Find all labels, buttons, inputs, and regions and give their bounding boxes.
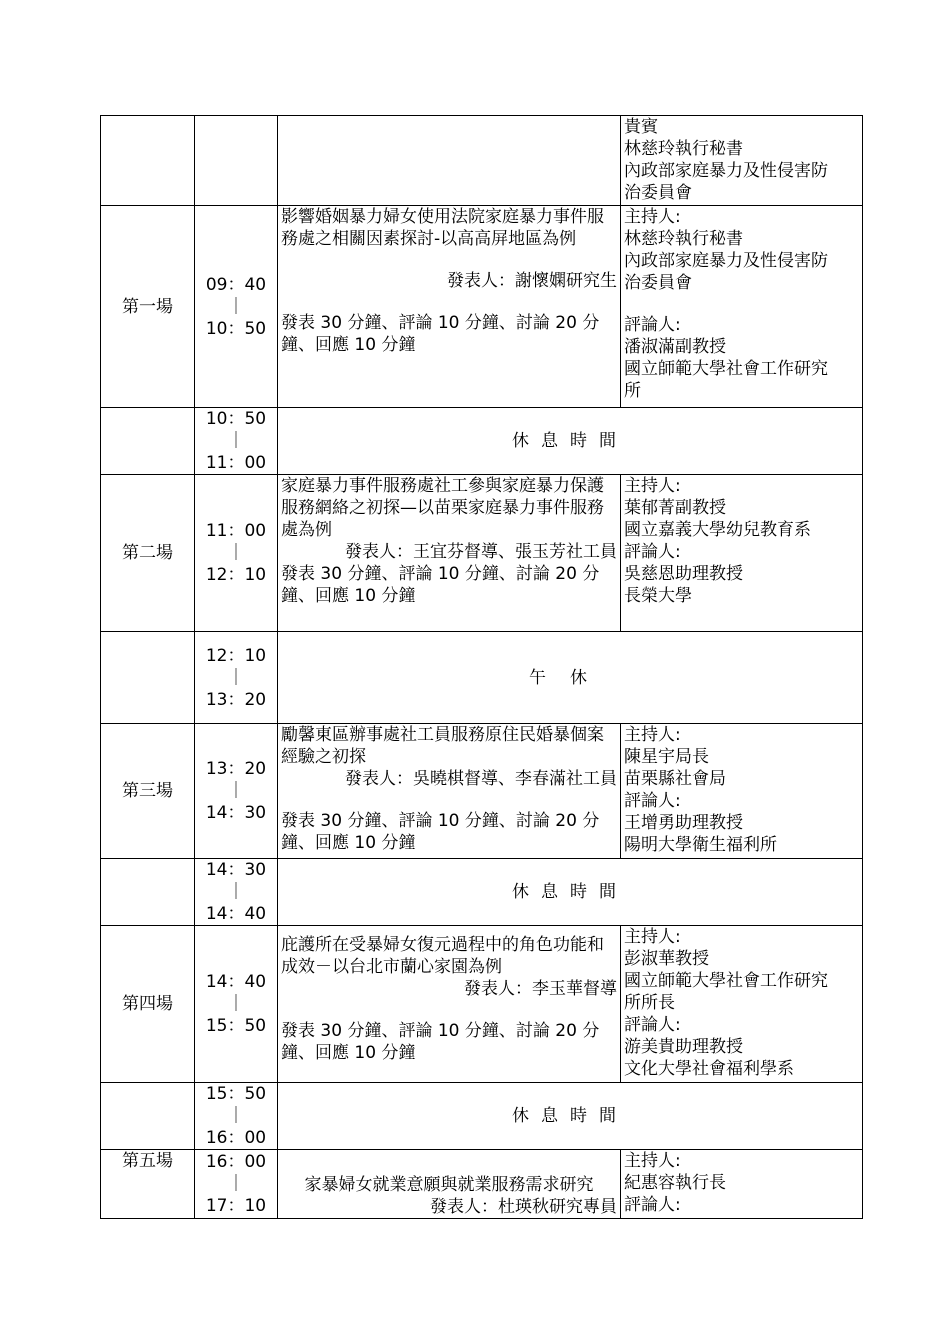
break-row-3 bbox=[101, 859, 863, 926]
presenter: 發表人：杜瑛秋研究專員 bbox=[430, 1197, 617, 1217]
chair-discussant-cell bbox=[621, 1150, 863, 1219]
presenter: 發表人：謝懷嫻研究生 bbox=[447, 271, 617, 291]
time-allocation: 發表 30 分鐘、評論 10 分鐘、討論 20 分鐘、回應 10 分鐘 bbox=[281, 313, 600, 355]
chair-label: 主持人: bbox=[624, 927, 681, 947]
time-separator: ｜ bbox=[227, 882, 245, 902]
time-separator: ｜ bbox=[227, 1106, 245, 1126]
chair-name: 葉郁菁副教授 bbox=[624, 498, 726, 518]
time-separator: ｜ bbox=[227, 994, 245, 1014]
end-time: 12：10 bbox=[205, 565, 267, 585]
chair-name: 陳星宇局長 bbox=[624, 747, 709, 767]
paper-title: 勵馨東區辦事處社工員服務原住民婚暴個案經驗之初探 bbox=[281, 725, 604, 767]
session-name: 第一場 bbox=[101, 206, 195, 408]
discussant-org: 長榮大學 bbox=[624, 586, 692, 606]
start-time: 14：40 bbox=[205, 972, 267, 992]
time-allocation: 發表 30 分鐘、評論 10 分鐘、討論 20 分鐘、回應 10 分鐘 bbox=[281, 811, 600, 853]
topic-cell bbox=[278, 926, 621, 1083]
end-time: 13：20 bbox=[205, 689, 267, 710]
presenter: 發表人：王宜芬督導、張玉芳社工員 bbox=[345, 542, 617, 562]
time-separator: ｜ bbox=[227, 543, 245, 563]
end-time: 16：00 bbox=[205, 1128, 267, 1148]
guest-org-line2: 治委員會 bbox=[624, 183, 692, 203]
time-allocation: 發表 30 分鐘、評論 10 分鐘、討論 20 分鐘、回應 10 分鐘 bbox=[281, 1021, 600, 1063]
break-row-1 bbox=[101, 408, 863, 475]
time-allocation: 發表 30 分鐘、評論 10 分鐘、討論 20 分鐘、回應 10 分鐘 bbox=[281, 564, 600, 606]
chair-org-line2: 所所長 bbox=[624, 993, 675, 1013]
chair-label: 主持人: bbox=[624, 207, 681, 227]
start-time: 12：10 bbox=[205, 645, 267, 666]
session-row-4 bbox=[101, 926, 863, 1083]
discussant-org: 陽明大學衛生福利所 bbox=[624, 835, 777, 855]
chair-name: 彭淑華教授 bbox=[624, 949, 709, 969]
time-separator: ｜ bbox=[227, 667, 245, 688]
guest-name: 林慈玲執行秘書 bbox=[624, 139, 743, 159]
time-separator: ｜ bbox=[227, 296, 245, 317]
end-time: 11：00 bbox=[205, 453, 267, 473]
chair-org-line2: 治委員會 bbox=[624, 273, 692, 293]
start-time: 09：40 bbox=[205, 274, 267, 295]
time-cell-empty bbox=[195, 116, 278, 206]
chair-discussant-cell bbox=[621, 206, 863, 408]
session-cell-empty bbox=[101, 116, 195, 206]
session-name: 第二場 bbox=[101, 475, 195, 632]
topic-cell-empty bbox=[278, 116, 621, 206]
end-time: 14：30 bbox=[205, 803, 267, 823]
paper-title: 影響婚姻暴力婦女使用法院家庭暴力事件服務處之相關因素探討-以高高屏地區為例 bbox=[281, 207, 604, 249]
end-time: 14：40 bbox=[205, 904, 267, 924]
chair-discussant-cell bbox=[621, 724, 863, 859]
topic-cell bbox=[278, 724, 621, 859]
topic-cell bbox=[278, 206, 621, 408]
chair-label: 主持人: bbox=[624, 725, 681, 745]
chair-name: 林慈玲執行秘書 bbox=[624, 229, 743, 249]
end-time: 15：50 bbox=[205, 1016, 267, 1036]
break-label: 午休 bbox=[278, 632, 863, 724]
start-time: 16：00 bbox=[205, 1152, 267, 1172]
session-name: 第五場 bbox=[101, 1150, 195, 1219]
guest-row bbox=[101, 116, 863, 206]
session-row-3 bbox=[101, 724, 863, 859]
topic-cell bbox=[278, 1150, 621, 1219]
discussant-name: 潘淑滿副教授 bbox=[624, 337, 726, 357]
session-time bbox=[195, 926, 278, 1083]
session-time bbox=[195, 475, 278, 632]
start-time: 15：50 bbox=[205, 1084, 267, 1104]
end-time: 10：50 bbox=[205, 318, 267, 339]
discussant-label: 評論人: bbox=[624, 542, 681, 562]
session-row-2 bbox=[101, 475, 863, 632]
paper-title: 庇護所在受暴婦女復元過程中的角色功能和成效－以台北市蘭心家園為例 bbox=[281, 935, 604, 977]
session-row-5 bbox=[101, 1150, 863, 1219]
session-name: 第三場 bbox=[101, 724, 195, 859]
break-time bbox=[195, 408, 278, 475]
chair-label: 主持人: bbox=[624, 1151, 681, 1171]
start-time: 13：20 bbox=[205, 759, 267, 779]
session-time bbox=[195, 724, 278, 859]
time-separator: ｜ bbox=[227, 781, 245, 801]
break-label: 休息時間 bbox=[278, 859, 863, 926]
paper-title: 家庭暴力事件服務處社工參與家庭暴力保護服務網絡之初探—以苗栗家庭暴力事件服務處為例 bbox=[281, 476, 604, 540]
start-time: 11：00 bbox=[205, 521, 267, 541]
break-time bbox=[195, 632, 278, 724]
paper-title: 家暴婦女就業意願與就業服務需求研究 bbox=[304, 1175, 594, 1195]
discussant-org-line2: 所 bbox=[624, 381, 641, 401]
chair-org-line1: 內政部家庭暴力及性侵害防 bbox=[624, 251, 828, 271]
discussant-org-line1: 國立師範大學社會工作研究 bbox=[624, 359, 828, 379]
break-label: 休息時間 bbox=[278, 1083, 863, 1150]
presenter: 發表人：吳曉棋督導、李春滿社工員 bbox=[345, 769, 617, 789]
session-row-1 bbox=[101, 206, 863, 408]
time-separator: ｜ bbox=[227, 1174, 245, 1194]
chair-discussant-cell bbox=[621, 926, 863, 1083]
end-time: 17：10 bbox=[205, 1196, 267, 1216]
chair-name: 紀惠容執行長 bbox=[624, 1173, 726, 1193]
session-time bbox=[195, 206, 278, 408]
session-name: 第四場 bbox=[101, 926, 195, 1083]
discussant-label: 評論人: bbox=[624, 1195, 681, 1215]
guest-cell bbox=[621, 116, 863, 206]
break-row-4 bbox=[101, 1083, 863, 1150]
break-label: 休息時間 bbox=[278, 408, 863, 475]
chair-org-line1: 國立師範大學社會工作研究 bbox=[624, 971, 828, 991]
discussant-label: 評論人: bbox=[624, 791, 681, 811]
time-separator: ｜ bbox=[227, 431, 245, 451]
chair-discussant-cell bbox=[621, 475, 863, 632]
topic-cell bbox=[278, 475, 621, 632]
guest-label: 貴賓 bbox=[624, 117, 658, 137]
discussant-label: 評論人: bbox=[624, 1015, 681, 1035]
discussant-name: 游美貴助理教授 bbox=[624, 1037, 743, 1057]
discussant-label: 評論人: bbox=[624, 315, 681, 335]
conference-schedule-table bbox=[100, 115, 863, 1219]
start-time: 14：30 bbox=[205, 860, 267, 880]
discussant-name: 王增勇助理教授 bbox=[624, 813, 743, 833]
presenter: 發表人：李玉華督導 bbox=[464, 979, 617, 999]
discussant-name: 吳慈恩助理教授 bbox=[624, 564, 743, 584]
chair-org: 國立嘉義大學幼兒教育系 bbox=[624, 520, 811, 540]
start-time: 10：50 bbox=[205, 409, 267, 429]
break-time bbox=[195, 1083, 278, 1150]
break-time bbox=[195, 859, 278, 926]
discussant-org: 文化大學社會福利學系 bbox=[624, 1059, 794, 1079]
chair-org: 苗栗縣社會局 bbox=[624, 769, 726, 789]
guest-org-line1: 內政部家庭暴力及性侵害防 bbox=[624, 161, 828, 181]
session-time bbox=[195, 1150, 278, 1219]
break-row-2 bbox=[101, 632, 863, 724]
chair-label: 主持人: bbox=[624, 476, 681, 496]
